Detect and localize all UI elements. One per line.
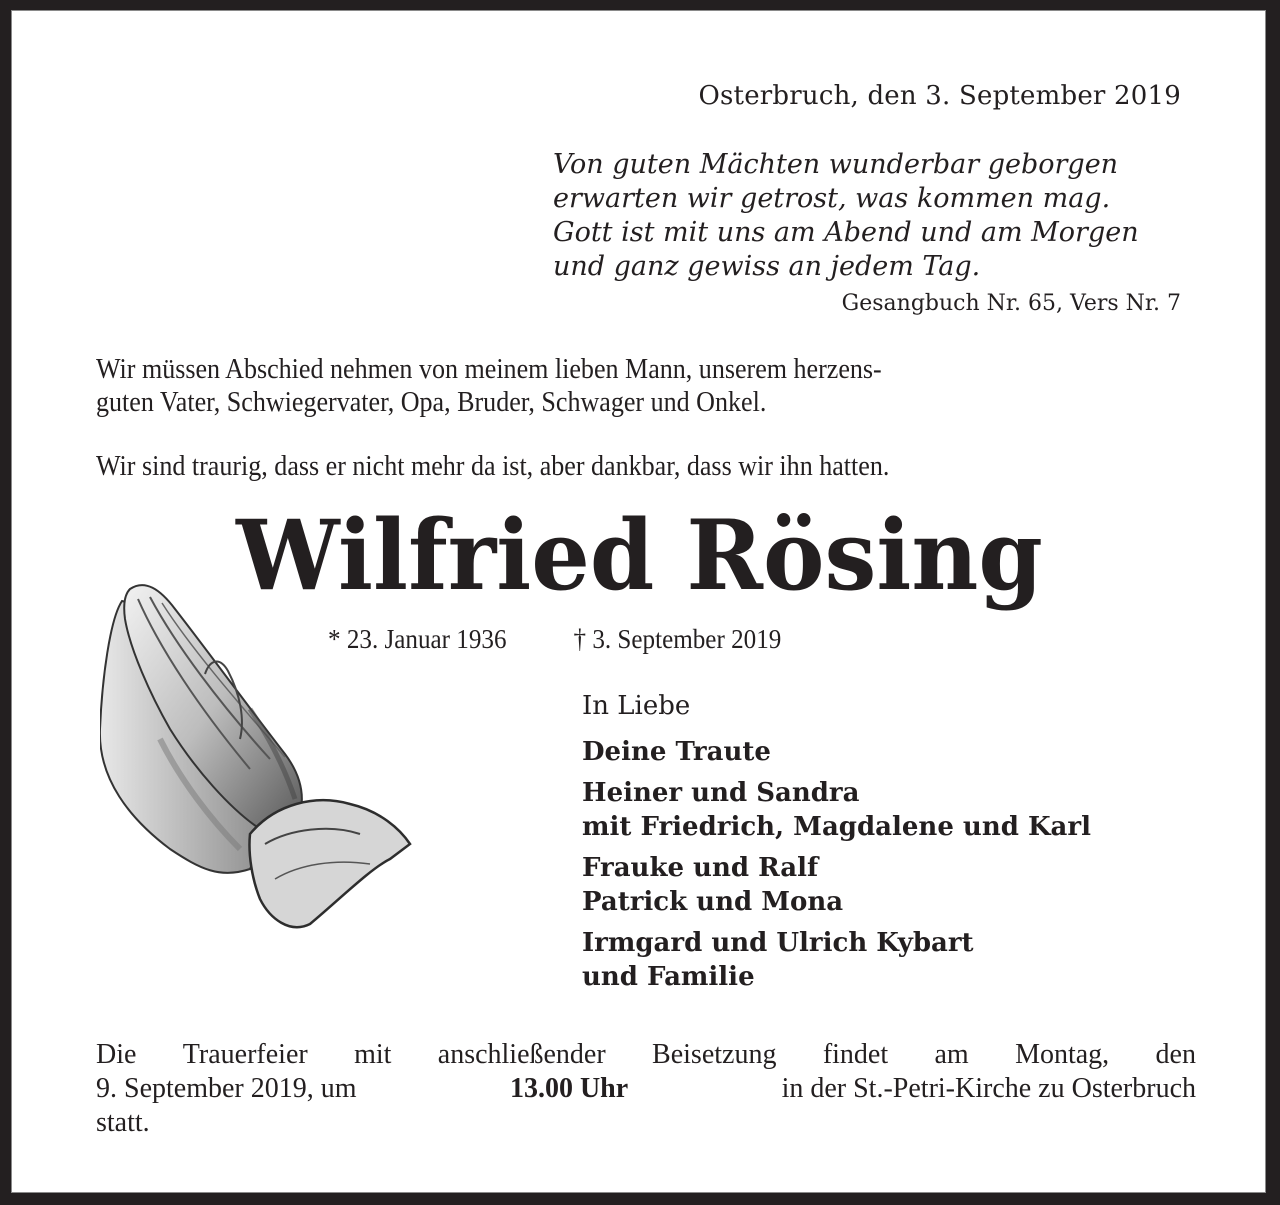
mourner-group xyxy=(582,735,1182,769)
funeral-word: Montag, xyxy=(1015,1039,1110,1070)
mourner-line: Patrick und Mona xyxy=(582,887,844,917)
intro-line: Wir müssen Abschied nehmen von meinem lieben Mann, unserem herzens- xyxy=(96,354,882,385)
deceased-name: Wilfried Rösing xyxy=(236,499,1043,612)
funeral-line-end: statt. xyxy=(96,1107,150,1138)
verse-line: erwarten wir getrost, was kommen mag. xyxy=(553,183,1111,214)
mourner-group xyxy=(582,926,1182,994)
mourner-line: Frauke und Ralf xyxy=(582,853,819,883)
mourner-group xyxy=(582,776,1182,844)
funeral-details xyxy=(96,1038,1196,1140)
verse-quote xyxy=(553,148,1193,284)
funeral-word: den xyxy=(1155,1039,1196,1070)
verse-line: Gott ist mit uns am Abend und am Morgen xyxy=(553,217,1139,248)
funeral-date-text: 9. September 2019, um xyxy=(96,1073,357,1104)
intro-paragraph xyxy=(96,353,1119,419)
funeral-line xyxy=(96,1038,1196,1072)
mourners-block xyxy=(582,691,1182,1001)
verse-source: Gesangbuch Nr. 65, Vers Nr. 7 xyxy=(841,291,1181,316)
funeral-word: anschließender xyxy=(437,1039,606,1070)
verse-line: und ganz gewiss an jedem Tag. xyxy=(553,251,981,282)
death-date: † 3. September 2019 xyxy=(573,624,782,654)
funeral-word: Beisetzung xyxy=(652,1039,777,1070)
intro-line: guten Vater, Schwiegervater, Opa, Bruder, Schwager und Onkel. xyxy=(96,387,767,418)
mourner-line: Irmgard und Ulrich Kybart xyxy=(582,928,974,958)
mourner-line: mit Friedrich, Magdalene und Karl xyxy=(582,812,1091,842)
thanks-sentence: Wir sind traurig, dass er nicht mehr da ist, aber dankbar, dass wir ihn hatten. xyxy=(96,451,890,482)
praying-hands-icon xyxy=(100,579,420,939)
funeral-word: mit xyxy=(354,1039,392,1070)
funeral-word: findet xyxy=(822,1039,889,1070)
verse-line: Von guten Mächten wunderbar geborgen xyxy=(553,149,1119,180)
dateline: Osterbruch, den 3. September 2019 xyxy=(698,81,1181,111)
funeral-word: Die xyxy=(96,1039,137,1070)
mourner-line: Heiner und Sandra xyxy=(582,778,860,808)
mourner-line: Deine Traute xyxy=(582,737,771,767)
obituary-notice xyxy=(11,10,1266,1193)
birth-date: * 23. Januar 1936 xyxy=(328,624,507,654)
funeral-word: am xyxy=(934,1039,969,1070)
in-love-label: In Liebe xyxy=(582,691,691,721)
mourner-group xyxy=(582,851,1182,919)
mourner-line: und Familie xyxy=(582,962,755,992)
funeral-line xyxy=(96,1072,1196,1106)
funeral-location: in der St.-Petri-Kirche zu Osterbruch xyxy=(781,1073,1196,1104)
funeral-word: Trauerfeier xyxy=(182,1039,308,1070)
funeral-time: 13.00 Uhr xyxy=(509,1073,629,1104)
